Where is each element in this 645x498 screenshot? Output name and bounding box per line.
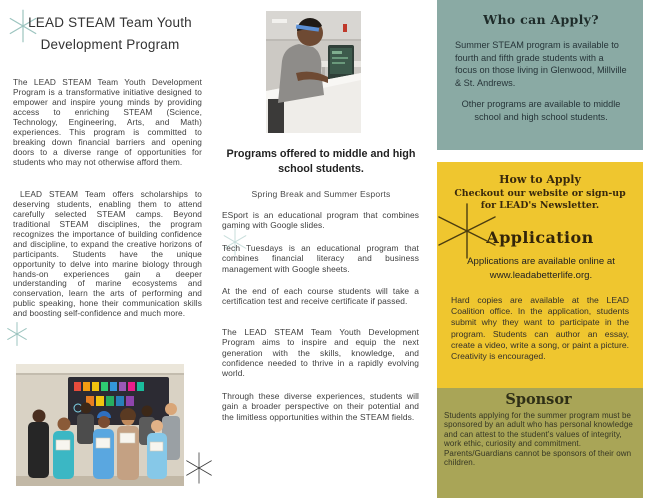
group-certificates-photo bbox=[16, 364, 184, 486]
certification-paragraph: At the end of each course students will take a certification test and receive certificate if passed. bbox=[222, 286, 419, 307]
who-can-apply-box bbox=[437, 0, 643, 150]
sparkle-icon bbox=[184, 452, 214, 484]
programs-heading: Programs offered to middle and high school students. bbox=[226, 148, 416, 175]
sponsor-text: Students applying for the summer program must be sponsored by an adult who has personal knowledge and can attest to the student's values of integrity, work ethic, curiosity and commitment. Parents/Guardians cannot be sponsors of their own children. bbox=[444, 411, 633, 468]
hard-copies-text: Hard copies are available at the LEAD Coalition office. In the application, students submit why they want to participate in the program. Students can author an essay, create a video, write a song, or paint a picture. Creativity is encouraged. bbox=[451, 295, 629, 362]
tech-tuesdays-paragraph: Tech Tuesdays is an educational program that combines financial literacy and business management with Google sheets. bbox=[222, 242, 419, 274]
apply-online-text: Applications are available online at www.leadabetterlife.org. bbox=[467, 256, 615, 281]
page-title bbox=[20, 12, 200, 55]
how-to-apply-subheading: Checkout our website or sign-up for LEAD's Newsletter. bbox=[454, 188, 626, 211]
page-title-line2: Development Program bbox=[40, 36, 180, 52]
programs-body bbox=[222, 210, 419, 434]
sponsor-box bbox=[437, 388, 643, 498]
sponsor-heading: Sponsor bbox=[505, 391, 572, 408]
page-title-line1: LEAD STEAM Team Youth bbox=[28, 15, 192, 30]
esport-paragraph: ESport is an educational program that combines gaming with Google slides. bbox=[222, 210, 419, 231]
mission-paragraph: The LEAD STEAM Team Youth Development Program aims to inspire and equip the next generation with the skills, knowledge, and confidence needed to thrive in a rapidly evolving world. bbox=[222, 326, 419, 379]
sparkle-icon bbox=[437, 203, 497, 259]
application-heading: Application bbox=[486, 228, 594, 247]
other-programs-text: Other programs are available to middle school and high school students. bbox=[461, 99, 621, 122]
scholarship-paragraph: LEAD STEAM Team offers scholarships to deserving students, enabling them to attend carefully selected STEAM camps. Beyond traditional STEAM disciplines, the program recognizes the importance of building confidence and discipline, to expand the creative horizons of participants. Students have the unique opportunity to delve into marine biology through hands-on experiences gain a deeper understanding of marine ecosystems and conservation, learn the arts of performing and public speaking, hone their communication skills and boosting self-confidence and much more. bbox=[13, 189, 202, 319]
how-to-apply-box bbox=[437, 162, 643, 388]
who-can-apply-text: Summer STEAM program is available to fourth and fifth grade students with a focus on those living in Glenwood, Millville & St. Andrews. bbox=[455, 40, 627, 88]
experiences-paragraph: Through these diverse experiences, students will gain a broader perspective on their potential and the limitless opportunities within the STEAM fields. bbox=[222, 390, 419, 422]
intro-paragraph: The LEAD STEAM Team Youth Development Program is a transformative initiative designed to empower and inspire young minds by providing access to enriching STEAM (Science, Technology, Engineering, Arts, and Math) experiences. This program is committed to breaking down financial barriers and opening doors to a diverse range of opportunities for students who may not otherwise afford them. bbox=[13, 77, 202, 167]
sparkle-icon bbox=[6, 322, 28, 346]
programs-subheading: Spring Break and Summer Esports bbox=[251, 189, 391, 199]
how-to-apply-heading: How to Apply bbox=[499, 173, 581, 186]
student-computer-photo bbox=[266, 11, 361, 133]
who-can-apply-heading: Who can Apply? bbox=[483, 12, 599, 27]
